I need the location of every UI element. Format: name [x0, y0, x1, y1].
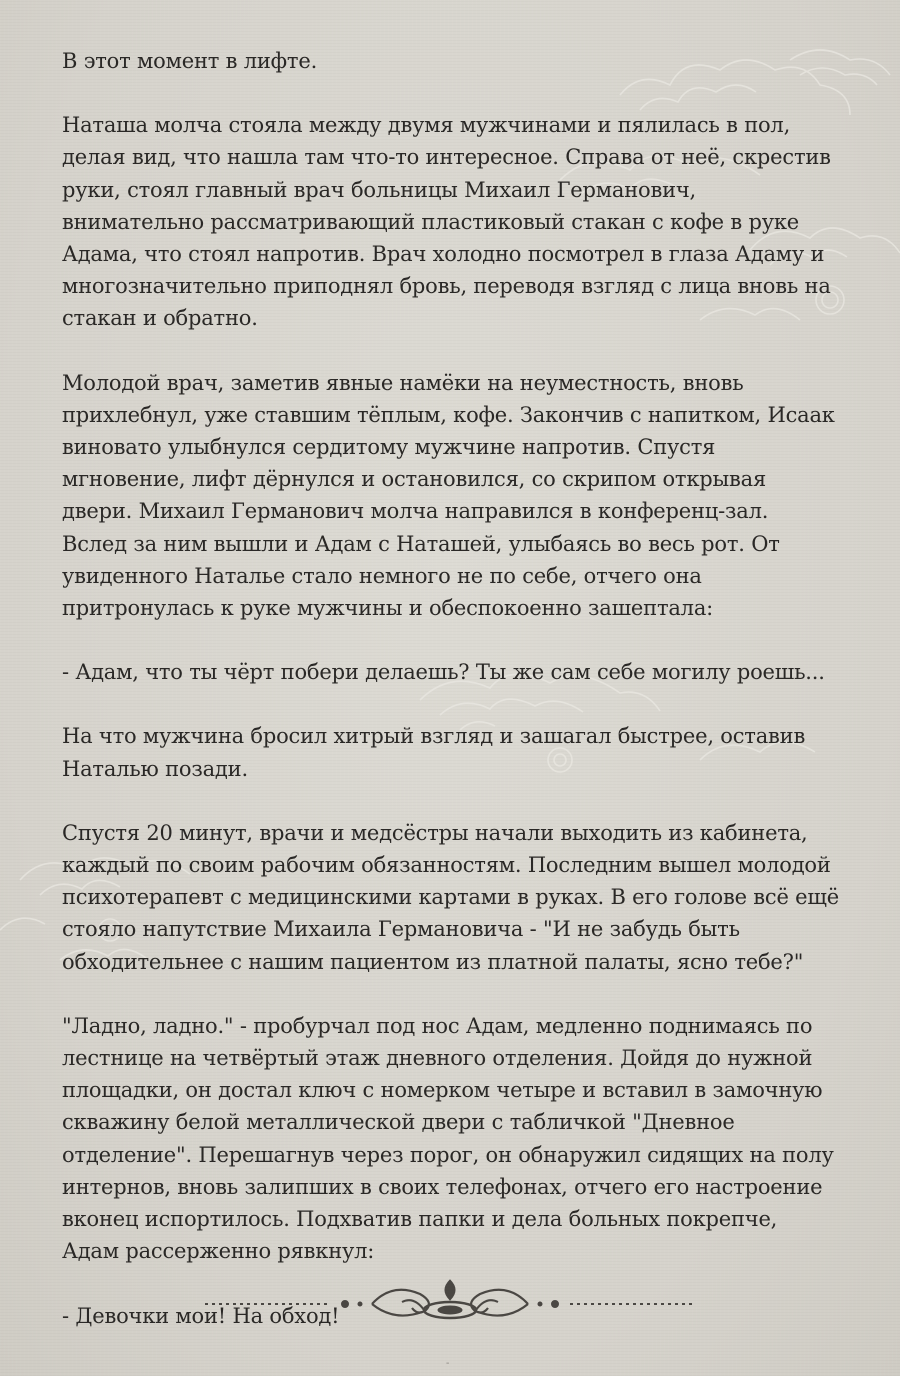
paragraph-4: - Адам, что ты чёрт побери делаешь? Ты же сам себе могилу роешь...: [62, 660, 825, 685]
paragraph-8: - Девочки мои! На обход!: [62, 1303, 340, 1328]
paragraph-1: В этот момент в лифте.: [62, 49, 318, 73]
paragraph-2: Наташа молча стояла между двумя мужчинами и пялилась в пол, делая вид, что нашла там что-то интересное. Справа от неё, скрестив руки, стоял главный врач больницы Михаил Германович, внимательно рассматривающий пластиковый стакан с кофе в руке Адама, что стоял напротив. Врач холодно посмотрел в глаза Адаму и многозначительно приподнял бровь, переводя взгляд с лица вновь на стакан и обратно.: [62, 113, 831, 331]
page-bottom-mark: -: [446, 1358, 450, 1369]
paragraph-6: Спустя 20 минут, врачи и медсёстры начали выходить из кабинета, каждый по своим рабочим обязанностям. Последним вышел молодой психотерапевт с медицинскими картами в руках. В его голове всё ещё стояло напутствие Михаила Германовича - "И не забудь быть обходительнее с нашим пациентом из платной палаты, ясно тебе?": [62, 820, 839, 974]
paragraph-5: На что мужчина бросил хитрый взгляд и зашагал быстрее, оставив Наталью позади.: [62, 724, 806, 781]
divider-ornament: [0, 1272, 900, 1342]
paragraph-3: Молодой врач, заметив явные намёки на неуместность, вновь прихлебнул, уже ставшим тёплым, кофе. Закончив с напитком, Исаак виновато улыбнулся сердитому мужчине напротив. Спустя мгновение, лифт дёрнулся и остановился, со скрипом открывая двери. Михаил Германович молча направился в конференц-зал. Вслед за ним вышли и Адам с Наташей, улыбаясь во весь рот. От увиденного Наталье стало немного не по себе, отчего она притронулась к руке мужчины и обеспокоенно зашептала:: [62, 370, 835, 621]
paragraph-7: "Ладно, ладно." - пробурчал под нос Адам, медленно поднимаясь по лестнице на четвёртый этаж дневного отделения. Дойдя до нужной площадки, он достал ключ с номерком четыре и вставил в замочную скважину белой металлической двери с табличкой "Дневное отделение". Перешагнув через порог, он обнаружил сидящих на полу интернов, вновь залипших в своих телефонах, отчего его настроение вконец испортилось. Подхватив папки и дела больных покрепче, Адам рассерженно рявкнул:: [62, 1013, 834, 1264]
story-text: [62, 45, 862, 1364]
